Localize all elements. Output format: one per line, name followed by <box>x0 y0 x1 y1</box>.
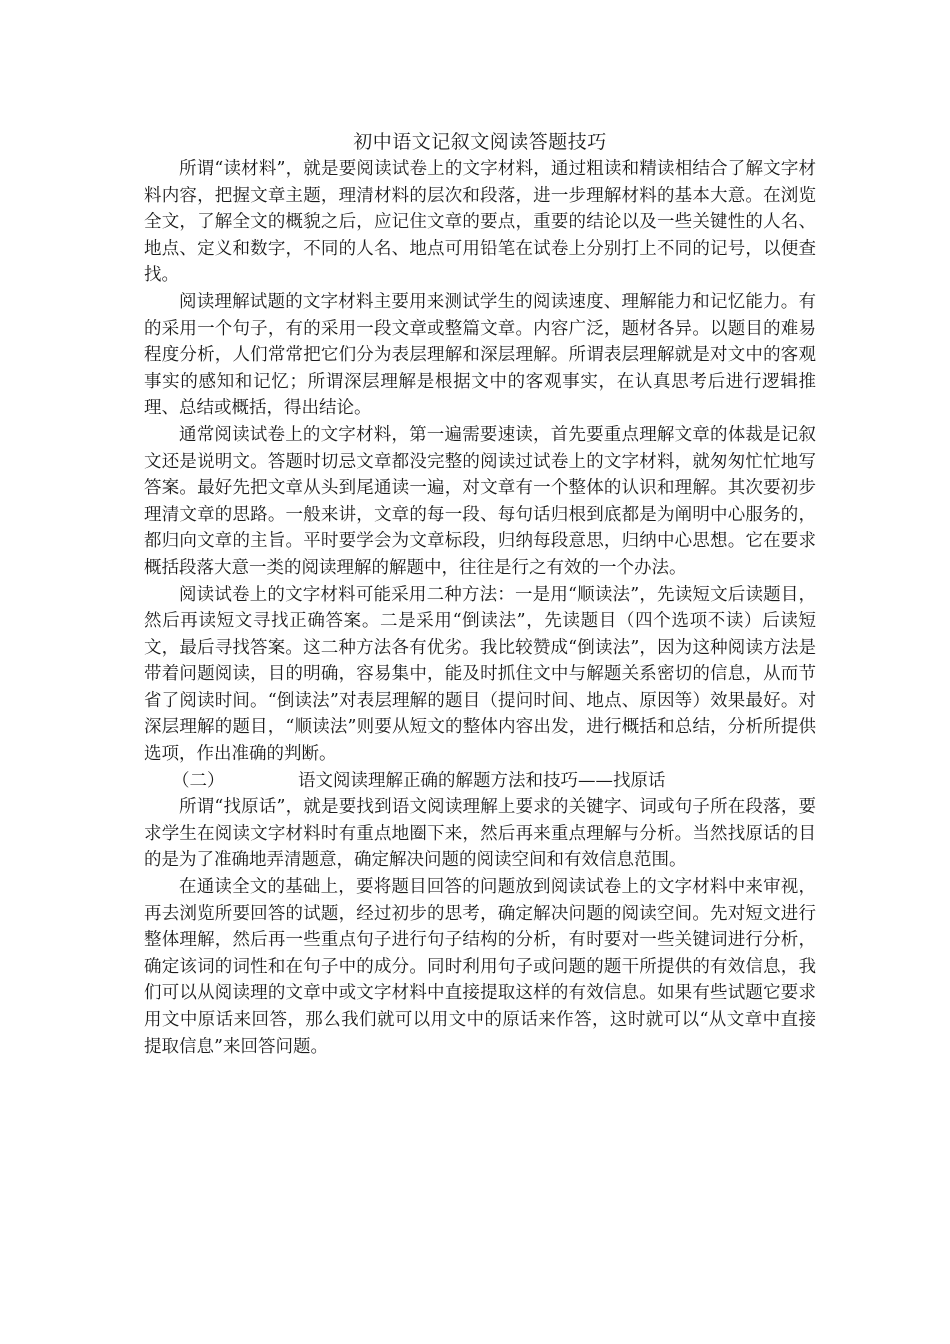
paragraph-reading-methods: 阅读试卷上的文字材料可能采用二种方法：一是用“顺读法”，先读短文后读题目，然后再读短文寻找正确答案。二是采用“倒读法”，先读题目（四个选项不读）后读短文，最后寻找答案。这二种方法各有优劣。我比较赞成“倒读法”，因为这种阅读方法是带着问题阅读，目的明确，容易集中，能及时抓住文中与解题关系密切的信息，从而节省了阅读时间。“倒读法”对表层理解的题目（提问时间、地点、原因等）效果最好。对深层理解的题目，“顺读法”则要从短文的整体内容出发，进行概括和总结，分析所提供选项，作出准确的判断。 <box>144 584 816 765</box>
paragraph-extract-information: 在通读全文的基础上，要将题目回答的问题放到阅读试卷上的文字材料中来审视，再去浏览所要回答的试题，经过初步的思考，确定解决问题的阅读空间。先对短文进行整体理解，然后再一些重点句子进行句子结构的分析，有时要对一些关键词进行分析，确定该词的词性和在句子中的成分。同时利用句子或问题的题干所提供的有效信息，我们可以从阅读理的文章中或文字材料中直接提取这样的有效信息。如果有些试题它要求用文中原话来回答，那么我们就可以用文中的原话来作答，这时就可以“从文章中直接提取信息”来回答问题。 <box>144 877 816 1057</box>
section-title: 语文阅读理解正确的解题方法和技巧——找原话 <box>298 770 666 791</box>
paragraph-find-original: 所谓“找原话”，就是要找到语文阅读理解上要求的关键字、词或句子所在段落，要求学生在阅读文字材料时有重点地圈下来，然后再来重点理解与分析。当然找原话的目的是为了准确地弄清题意，确定解决问题的阅读空间和有效信息范围。 <box>144 797 816 871</box>
section-number: （二） <box>172 770 225 791</box>
document-page <box>144 128 816 1060</box>
paragraph-read-materials: 所谓“读材料”，就是要阅读试卷上的文字材料，通过粗读和精读相结合了解文字材料内容，把握文章主题，理清材料的层次和段落，进一步理解材料的基本大意。在浏览全文，了解全文的概貌之后，应记住文章的要点，重要的结论以及一些关键性的人名、地点、定义和数字，不同的人名、地点可用铅笔在试卷上分别打上不同的记号，以便查找。 <box>144 159 816 286</box>
document-title: 初中语文记叙文阅读答题技巧 <box>353 131 607 153</box>
paragraph-speed-reading: 通常阅读试卷上的文字材料，第一遍需要速读，首先要重点理解文章的体裁是记叙文还是说明文。答题时切忌文章都没完整的阅读过试卷上的文字材料，就匆匆忙忙地写答案。最好先把文章从头到尾通读一遍，对文章有一个整体的认识和理解。其次要初步理清文章的思路。一般来讲，文章的每一段、每句话归根到底都是为阐明中心服务的，都归向文章的主旨。平时要学会为文章标段，归纳每段意思，归纳中心思想。它在要求概括段落大意一类的阅读理解的解题中，往往是行之有效的一个办法。 <box>144 424 816 578</box>
paragraph-comprehension-types: 阅读理解试题的文字材料主要用来测试学生的阅读速度、理解能力和记忆能力。有的采用一个句子，有的采用一段文章或整篇文章。内容广泛，题材各异。以题目的难易程度分析，人们常常把它们分为表层理解和深层理解。所谓表层理解就是对文中的客观事实的感知和记忆；所谓深层理解是根据文中的客观事实，在认真思考后进行逻辑推理、总结或概括，得出结论。 <box>144 291 816 419</box>
section-heading <box>144 768 816 795</box>
